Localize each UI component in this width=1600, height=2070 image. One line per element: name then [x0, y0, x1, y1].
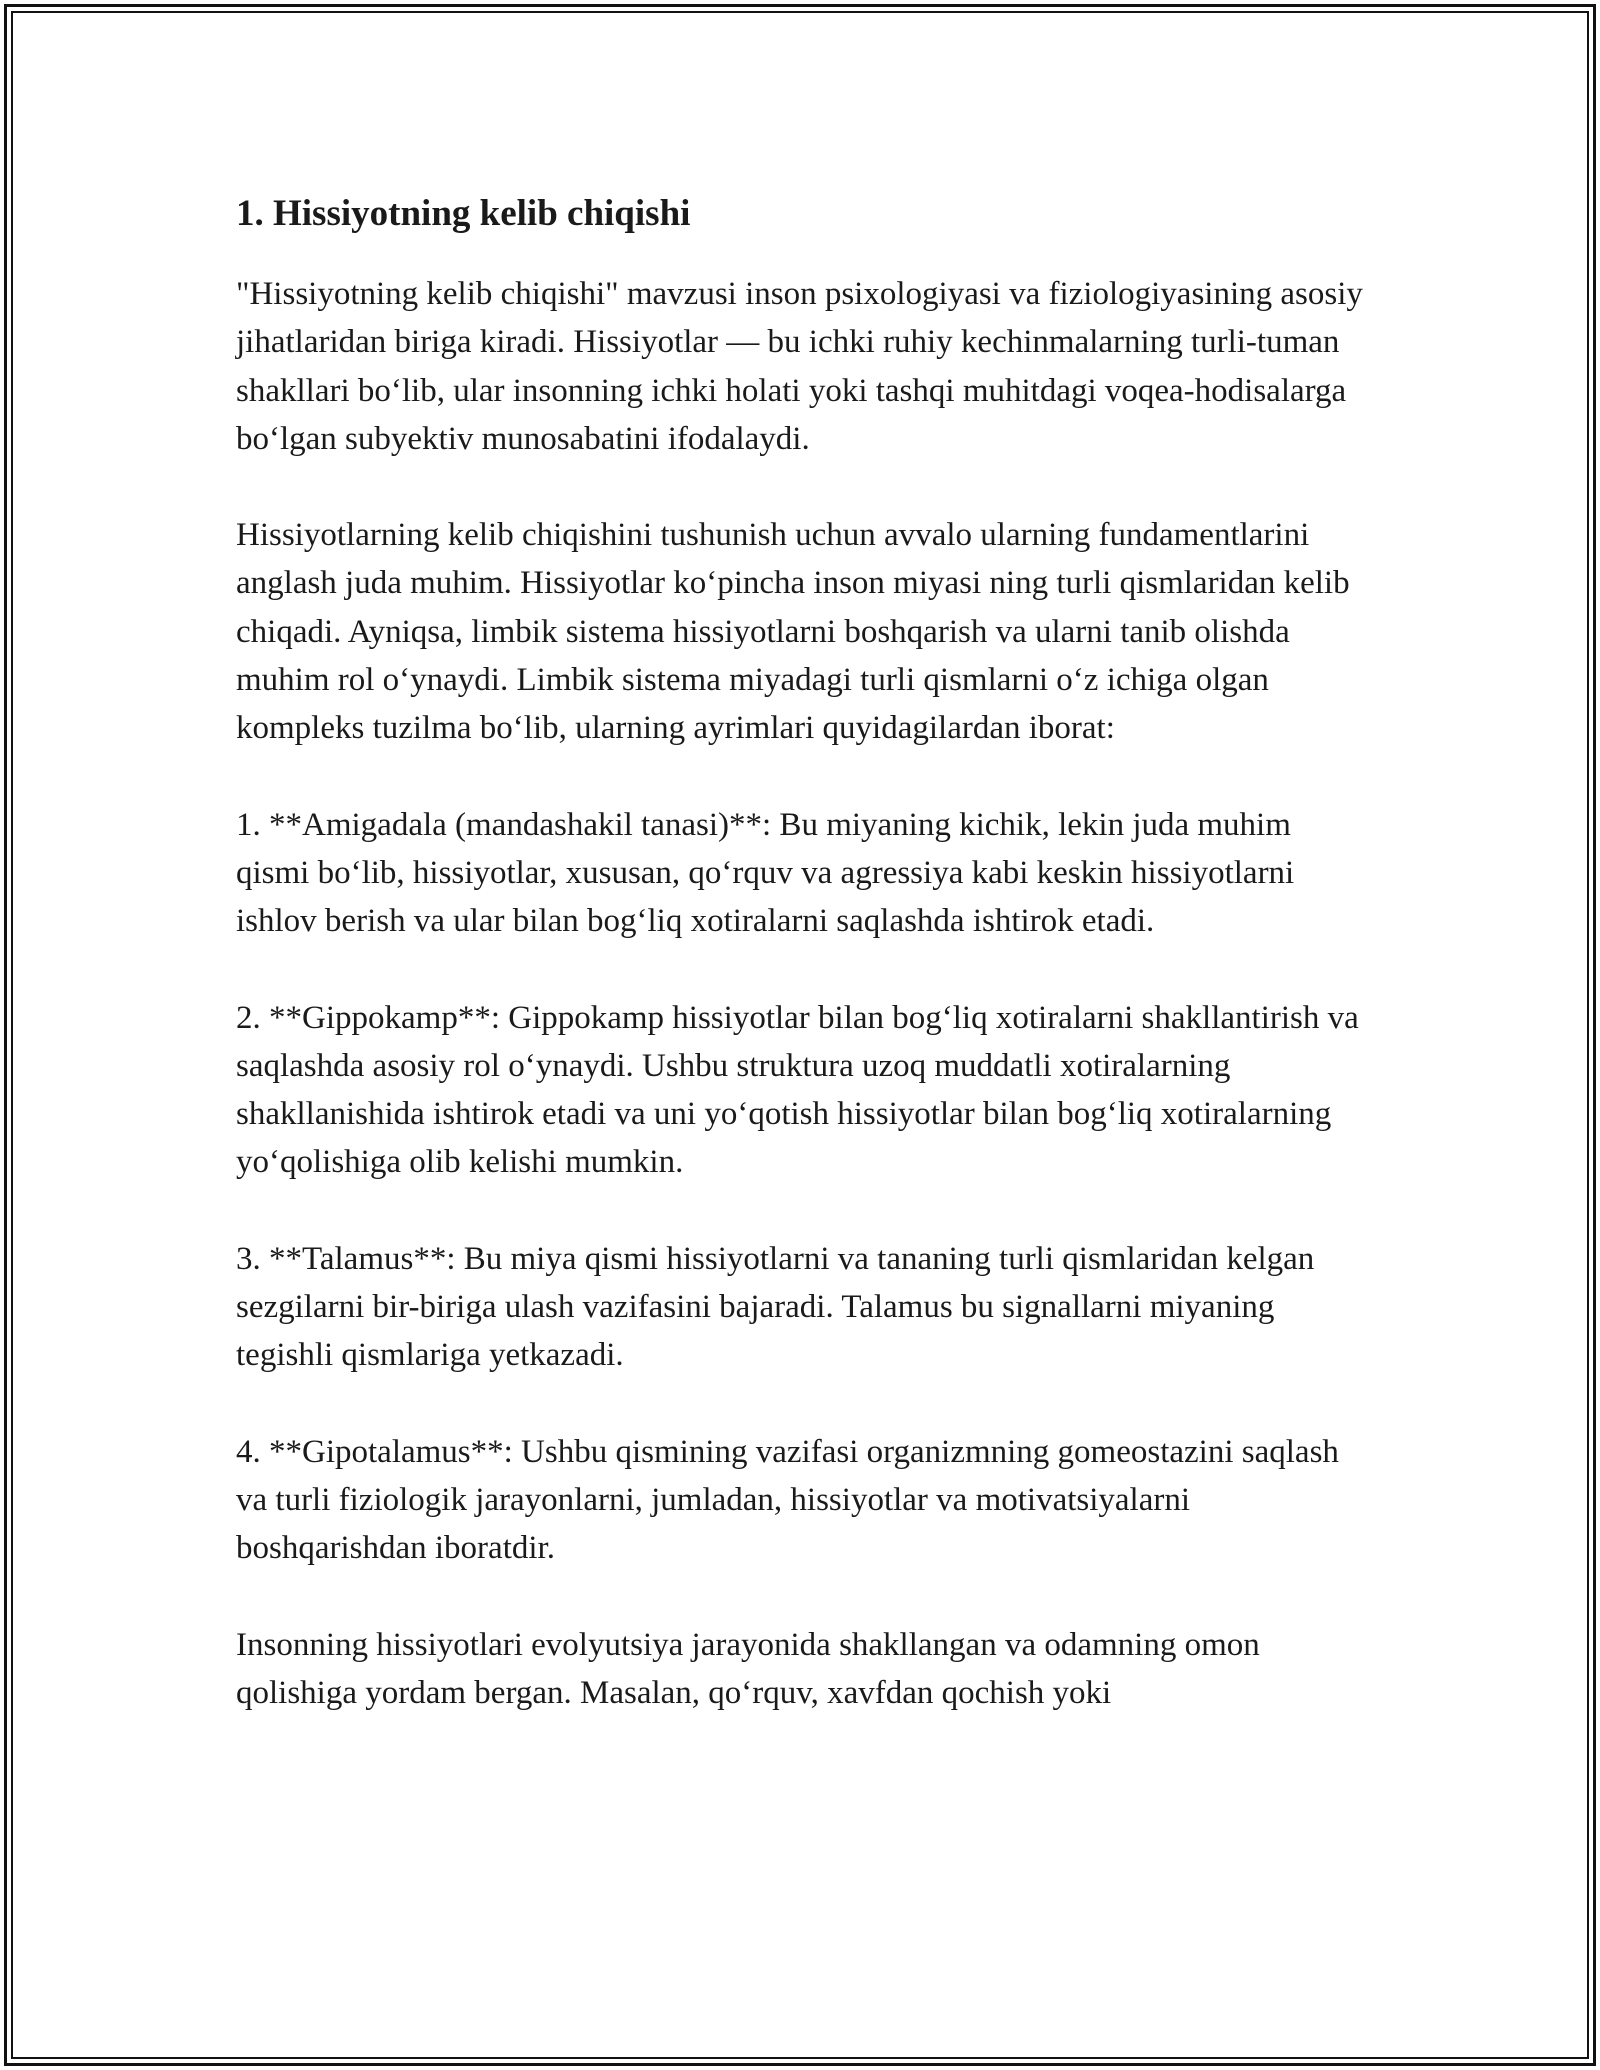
paragraph-intro: "Hissiyotning kelib chiqishi" mavzusi inson psixologiyasi va fiziologiyasining asosiy jihatlaridan biriga kiradi. Hissiyotlar — bu ichki ruhiy kechinmalarning turli-tuman shakllari bo‘lib, ular insonning ichki holati yoki tashqi muhitdagi voqea-hodisalarga bo‘lgan subyektiv munosabatini ifodalaydi. [236, 276, 1363, 457]
list-item-amygdala: 1. **Amigadala (mandashakil tanasi)**: Bu miyaning kichik, lekin juda muhim qismi bo‘lib, hissiyotlar, xususan, qo‘rquv va agressiya kabi keskin hissiyotlarni ishlov berish va ular bilan bog‘liq xotiralarni saqlashda ishtirok etadi. [236, 806, 1295, 940]
list-item-hippocampus: 2. **Gippokamp**: Gippokamp hissiyotlar bilan bog‘liq xotiralarni shakllantirish va saqlashda asosiy rol o‘ynaydi. Ushbu struktura uzoq muddatli xotiralarning shakllanishida ishtirok etadi va uni yo‘qotish hissiyotlar bilan bog‘liq xotiralarning yo‘qolishiga olib kelishi mumkin. [236, 999, 1359, 1181]
paragraph-limbic-system: Hissiyotlarning kelib chiqishini tushunish uchun avvalo ularning fundamentlarini anglash juda muhim. Hissiyotlar ko‘pincha inson miyasi ning turli qismlaridan kelib chiqadi. Ayniqsa, limbik sistema hissiyotlarni boshqarish va ularni tanib olishda muhim rol o‘ynaydi. Limbik sistema miyadagi turli qismlarni o‘z ichiga olgan kompleks tuzilma bo‘lib, ularning ayrimlari quyidagilardan iborat: [236, 517, 1350, 747]
list-item-thalamus: 3. **Talamus**: Bu miya qismi hissiyotlarni va tananing turli qismlaridan kelgan sezgilarni bir-biriga ulash vazifasini bajaradi. Talamus bu signallarni miyaning tegishli qismlariga yetkazadi. [236, 1240, 1315, 1374]
paragraph-evolution: Insonning hissiyotlari evolyutsiya jarayonida shakllangan va odamning omon qolishiga yordam bergan. Masalan, qo‘rquv, xavfdan qochish yoki [236, 1626, 1260, 1711]
list-item-hypothalamus: 4. **Gipotalamus**: Ushbu qismining vazifasi organizmning gomeostazini saqlash va turli fiziologik jarayonlarni, jumladan, hissiyotlar va motivatsiyalarni boshqarishdan iboratdir. [236, 1433, 1339, 1567]
document-body [236, 184, 1366, 1717]
section-heading: 1. Hissiyotning kelib chiqishi [236, 193, 691, 234]
